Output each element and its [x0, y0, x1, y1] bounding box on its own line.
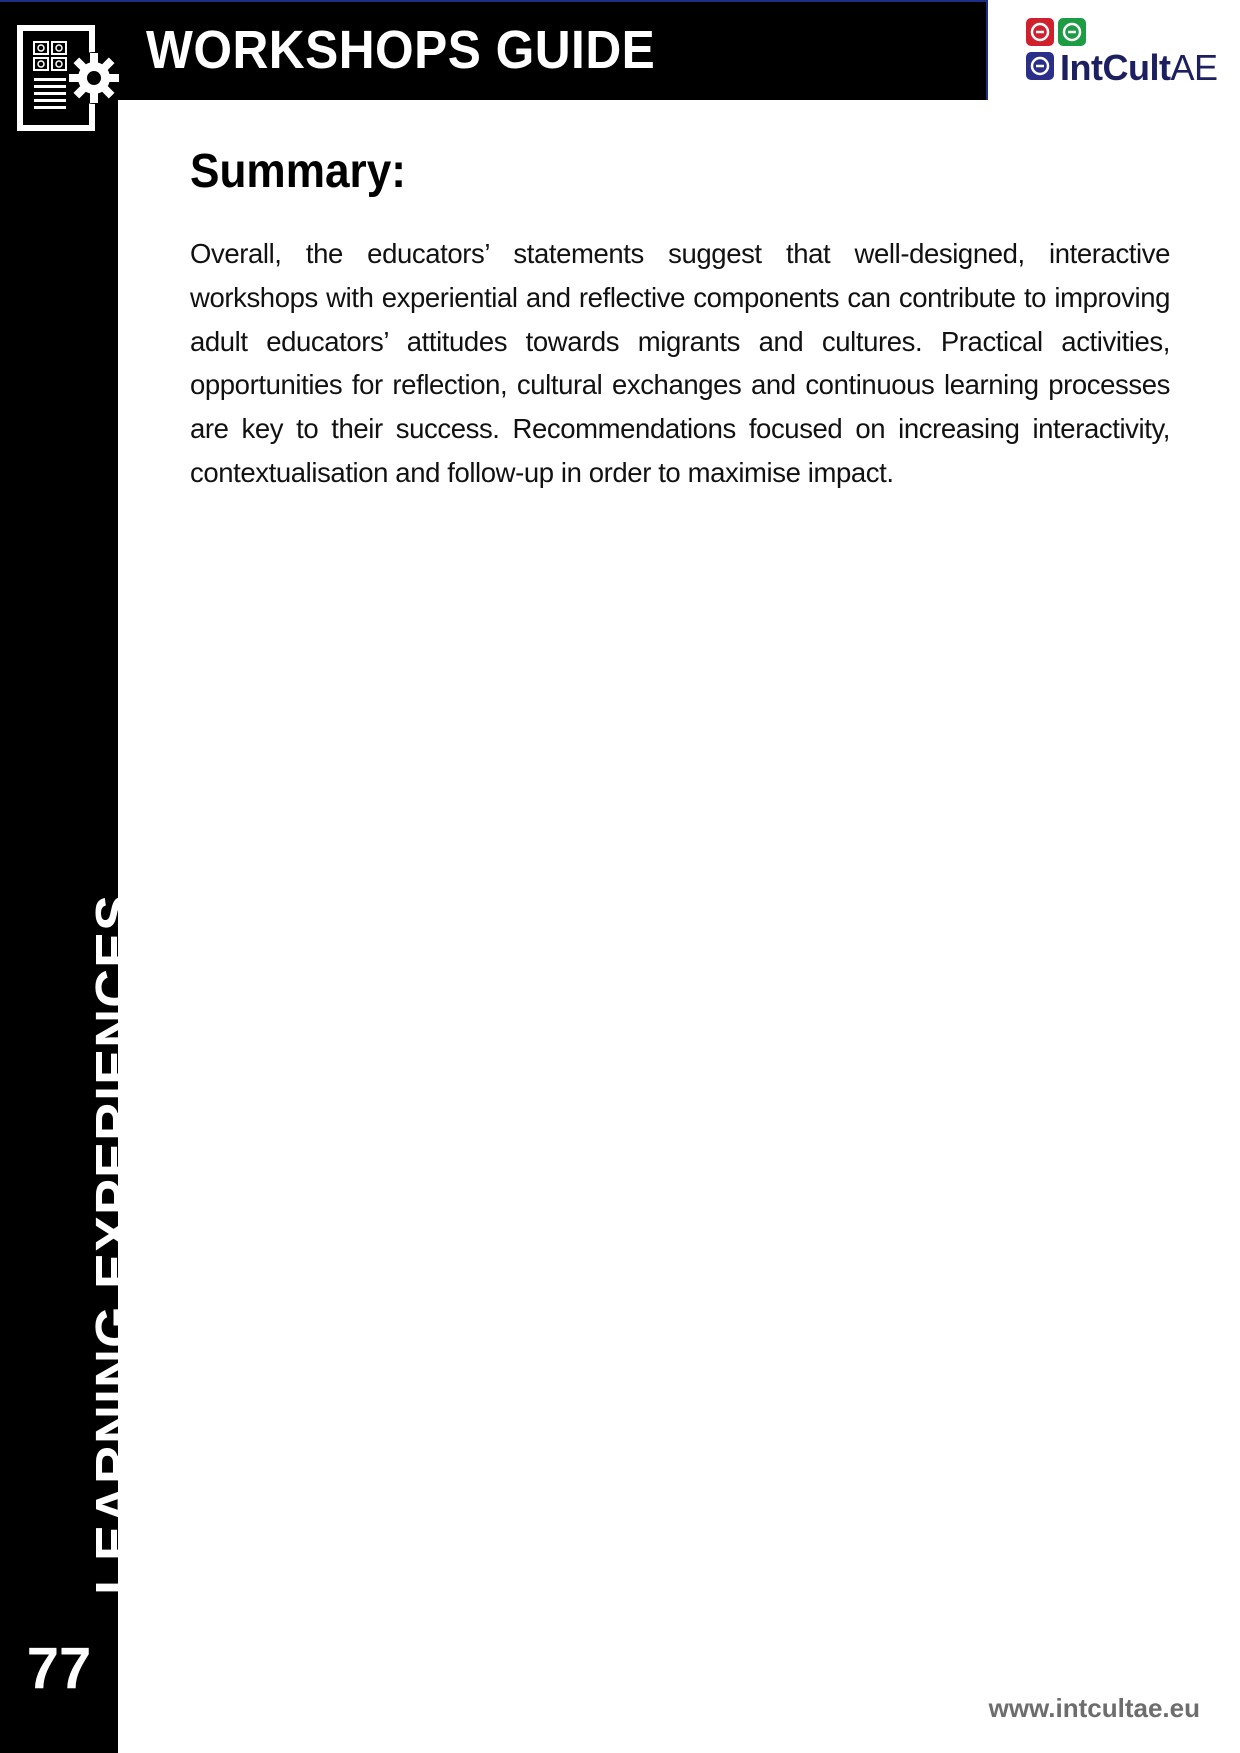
- document-gear-icon: [16, 24, 124, 132]
- page-number: 77: [26, 1636, 92, 1701]
- logo-wordmark: [1060, 48, 1218, 88]
- logo-text-bold: IntCult: [1060, 47, 1171, 88]
- page-header-title: WORKSHOPS GUIDE: [146, 20, 656, 80]
- section-label: LEARNING EXPERIENCES: [85, 893, 145, 1595]
- summary-heading: Summary:: [190, 145, 406, 198]
- footer-url: www.intcultae.eu: [988, 1693, 1200, 1723]
- intcultae-logo: [1024, 18, 1218, 88]
- logo-text-regular: AE: [1170, 47, 1218, 88]
- summary-paragraph: Overall, the educators’ statements suggest that well-designed, interactive workshops with experiential and reflective components can contribute to improving adult educators’ attitudes towards migrants and cultures. Practical activities, opportunities for reflection, cultural exchanges and continuous learning processes are key to their success. Recommendations focused on increasing interactivity, contextualisation and follow-up in order to maximise impact.: [190, 238, 1170, 488]
- main-content: [190, 140, 1170, 495]
